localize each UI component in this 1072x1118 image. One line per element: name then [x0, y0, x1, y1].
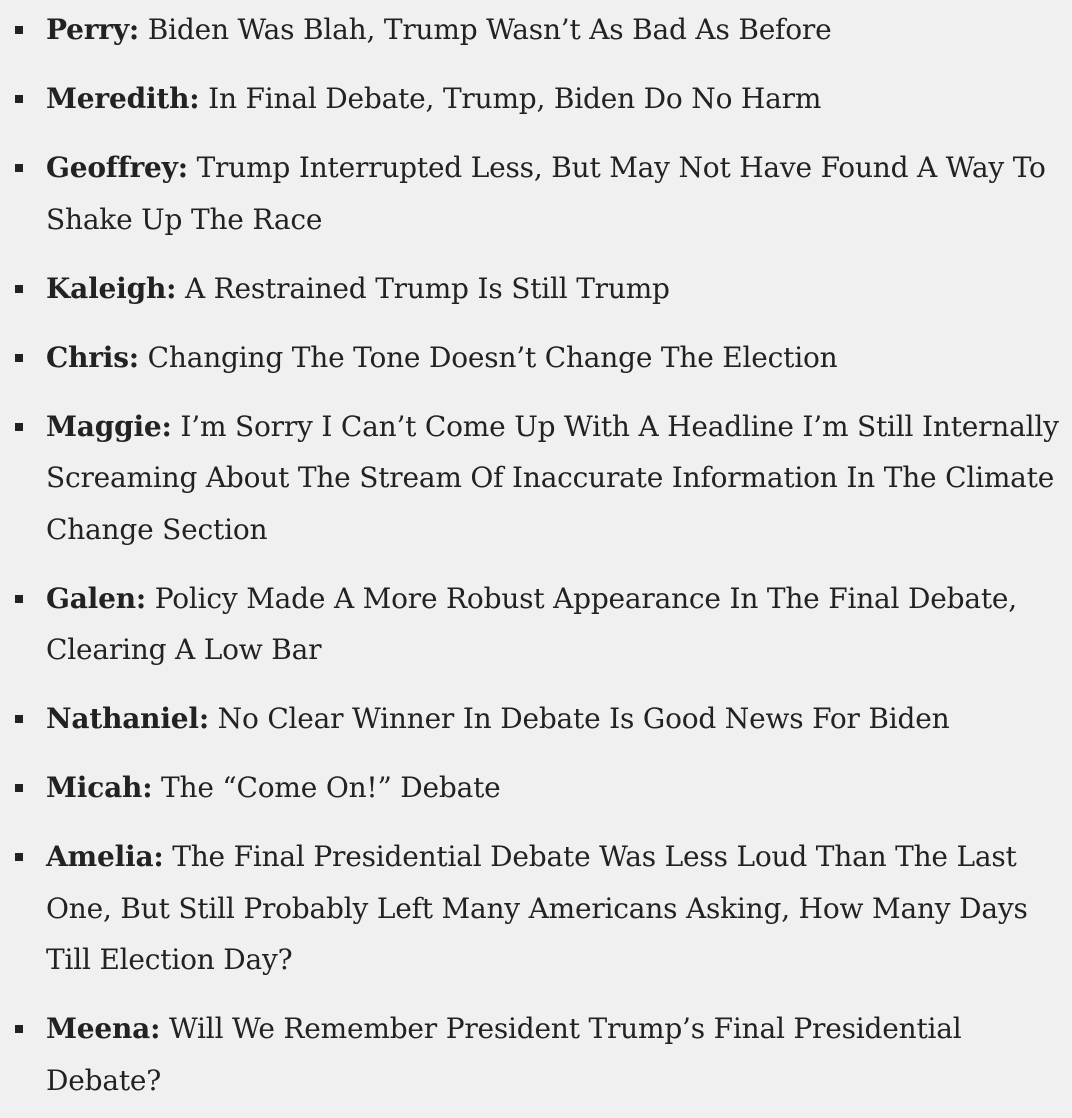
square-bullet-icon — [15, 784, 23, 792]
name-colon: : — [177, 151, 188, 184]
author-name: Galen — [46, 581, 136, 615]
square-bullet-icon — [15, 423, 23, 431]
headline-link[interactable]: A Restrained Trump Is Still Trump — [184, 271, 670, 305]
author-name: Perry — [46, 13, 129, 46]
author-name: Kaleigh — [46, 271, 167, 305]
headline-link[interactable]: No Clear Winner In Debate Is Good News For Biden — [217, 702, 950, 735]
name-colon: : — [142, 771, 153, 804]
author-name: Micah — [46, 771, 143, 804]
headline-link[interactable]: Policy Made A More Robust Appearance In The Final Debate, Clearing A Low Bar — [46, 581, 1017, 666]
square-bullet-icon — [15, 26, 23, 34]
list-item-amelia[interactable] — [0, 831, 1072, 986]
author-name: Meena — [46, 1012, 151, 1045]
headline-link[interactable]: I’m Sorry I Can’t Come Up With A Headline I’m Still Internally Screaming About The Stream Of Inaccurate Information In The Climate Change Section — [46, 409, 1059, 546]
author-name: Maggie — [46, 409, 162, 443]
name-colon: : — [153, 840, 164, 873]
name-colon: : — [128, 13, 140, 46]
list-item-chris[interactable] — [0, 332, 1072, 384]
author-name: Nathaniel — [46, 702, 199, 735]
square-bullet-icon — [15, 1025, 23, 1033]
headline-link[interactable]: In Final Debate, Trump, Biden Do No Harm — [208, 82, 822, 115]
list-item-maggie[interactable] — [0, 401, 1072, 556]
headline-link[interactable]: Will We Remember President Trump’s Final Presidential Debate? — [46, 1012, 962, 1097]
list-item-geoffrey[interactable] — [0, 142, 1072, 245]
headline-link[interactable]: The Final Presidential Debate Was Less Loud Than The Last One, But Still Probably Left Many Americans Asking, How Many Days Till Election Day? — [46, 840, 1028, 976]
name-colon: : — [135, 581, 147, 615]
list-item-kaleigh[interactable] — [0, 263, 1072, 315]
author-name: Amelia — [46, 840, 154, 873]
name-colon: : — [166, 271, 177, 305]
headline-link[interactable]: The “Come On!” Debate — [161, 771, 501, 804]
name-colon: : — [128, 340, 139, 374]
name-colon: : — [150, 1012, 161, 1045]
list-item-meena[interactable] — [0, 1003, 1072, 1106]
author-name: Chris — [46, 340, 129, 374]
headline-link[interactable]: Trump Interrupted Less, But May Not Have Found A Way To Shake Up The Race — [46, 151, 1046, 236]
square-bullet-icon — [15, 164, 23, 172]
list-item-meredith[interactable] — [0, 73, 1072, 125]
square-bullet-icon — [15, 285, 23, 293]
square-bullet-icon — [15, 853, 23, 861]
name-colon: : — [161, 409, 172, 443]
author-name: Geoffrey — [46, 151, 178, 184]
square-bullet-icon — [15, 595, 23, 603]
list-item-perry[interactable] — [0, 4, 1072, 56]
name-colon: : — [198, 702, 209, 735]
square-bullet-icon — [15, 95, 23, 103]
square-bullet-icon — [15, 354, 23, 362]
headline-link[interactable]: Biden Was Blah, Trump Wasn’t As Bad As Before — [147, 13, 832, 46]
name-colon: : — [189, 82, 200, 115]
list-item-nathaniel[interactable] — [0, 693, 1072, 745]
author-name: Meredith — [46, 82, 190, 115]
list-item-micah[interactable] — [0, 762, 1072, 814]
headline-link[interactable]: Changing The Tone Doesn’t Change The Election — [147, 340, 838, 374]
square-bullet-icon — [15, 715, 23, 723]
list-item-galen[interactable] — [0, 573, 1072, 676]
